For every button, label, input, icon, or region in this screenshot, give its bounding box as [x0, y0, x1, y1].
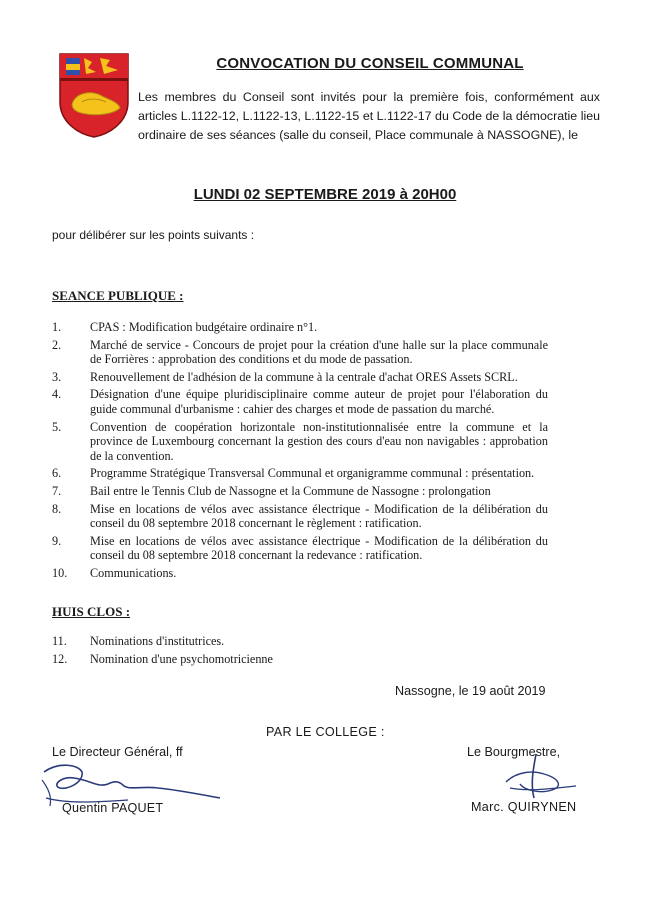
agenda-item-text: Nominations d'institutrices. [90, 634, 225, 648]
place-and-date: Nassogne, le 19 août 2019 [395, 684, 546, 698]
agenda-item [52, 338, 548, 367]
agenda-item-number: 4. [52, 387, 62, 402]
agenda-item-text: Mise en locations de vélos avec assistance électrique - Modification de la délibération du conseil du 08 septembre 2018 concernant le règlement : ratification. [90, 501, 548, 531]
agenda-item-text: CPAS : Modification budgétaire ordinaire n°1. [90, 320, 318, 334]
public-agenda-list [52, 320, 548, 584]
agenda-item [52, 502, 548, 531]
meeting-date: LUNDI 02 SEPTEMBRE 2019 à 20H00 [193, 186, 457, 203]
agenda-item-text: Renouvellement de l'adhésion de la commune à la centrale d'achat ORES Assets SCRL. [90, 369, 518, 384]
closed-agenda-list [52, 634, 548, 669]
agenda-item-number: 6. [52, 466, 62, 481]
agenda-item-text: Marché de service - Concours de projet pour la création d'une halle sur la place communale de Forrières : approbation des conditions et du mode de passation. [90, 337, 548, 367]
agenda-item-number: 5. [52, 419, 62, 434]
closed-session-heading: HUIS CLOS : [52, 604, 131, 619]
agenda-item [52, 652, 548, 667]
mayor-signature [500, 752, 580, 802]
agenda-item-text: Mise en locations de vélos avec assistance électrique - Modification de la délibération du conseil du 08 septembre 2018 concernant la redevance : ratification. [90, 533, 548, 563]
agenda-item-number: 7. [52, 483, 62, 498]
agenda-item-text: Communications. [90, 565, 177, 580]
document-title: CONVOCATION DU CONSEIL COMMUNAL [216, 55, 524, 72]
agenda-item-number: 10. [52, 565, 68, 580]
agenda-item-text: Convention de coopération horizontale non-institutionnalisée entre la commune et la province de Luxembourg concernant la gestion des cours d'eau non navigables : approbation de la convention. [90, 419, 548, 463]
agenda-item-number: 8. [52, 501, 62, 516]
agenda-item-text: Bail entre le Tennis Club de Nassogne et la Commune de Nassogne : prolongation [90, 483, 491, 498]
agenda-item [52, 534, 548, 563]
agenda-item-number: 12. [52, 651, 68, 666]
mayor-name: Marc. QUIRYNEN [471, 800, 577, 814]
agenda-item [52, 420, 548, 464]
agenda-item [52, 370, 548, 385]
mayor-title: Le Bourgmestre, [467, 745, 561, 759]
agenda-item [52, 466, 548, 481]
director-name: Quentin PAQUET [62, 801, 164, 815]
agenda-item-number: 3. [52, 369, 62, 384]
agenda-item-number: 9. [52, 533, 62, 548]
intro-paragraph: Les membres du Conseil sont invités pour la première fois, conformément aux articles L.1122-12, L.1122-13, L.1122-15 et L.1122-17 du Code de la démocratie lieu ordinaire de ses séances (salle du conseil, Place communale à NASSOGNE), le [138, 90, 600, 142]
deliberate-text: pour délibérer sur les points suivants : [52, 228, 255, 242]
agenda-item-number: 1. [52, 320, 62, 334]
agenda-item [52, 566, 548, 581]
agenda-item-number: 11. [52, 634, 67, 648]
college-label: PAR LE COLLEGE : [266, 725, 385, 739]
director-title: Le Directeur Général, ff [52, 745, 183, 759]
coat-of-arms-logo [58, 52, 130, 138]
public-session-heading: SEANCE PUBLIQUE : [52, 288, 184, 303]
agenda-item-text: Désignation d'une équipe pluridisciplinaire comme auteur de projet pour l'élaboration du guide communal d'urbanisme : cahier des charges et mode de passation du marché. [90, 387, 548, 416]
agenda-item-number: 2. [52, 337, 62, 352]
agenda-item [52, 387, 548, 416]
agenda-item-text: Nomination d'une psychomotricienne [90, 651, 273, 666]
agenda-item-text: Programme Stratégique Transversal Communal et organigramme communal : présentation. [90, 466, 535, 481]
agenda-item [52, 320, 548, 335]
agenda-item [52, 484, 548, 499]
agenda-item [52, 634, 548, 649]
